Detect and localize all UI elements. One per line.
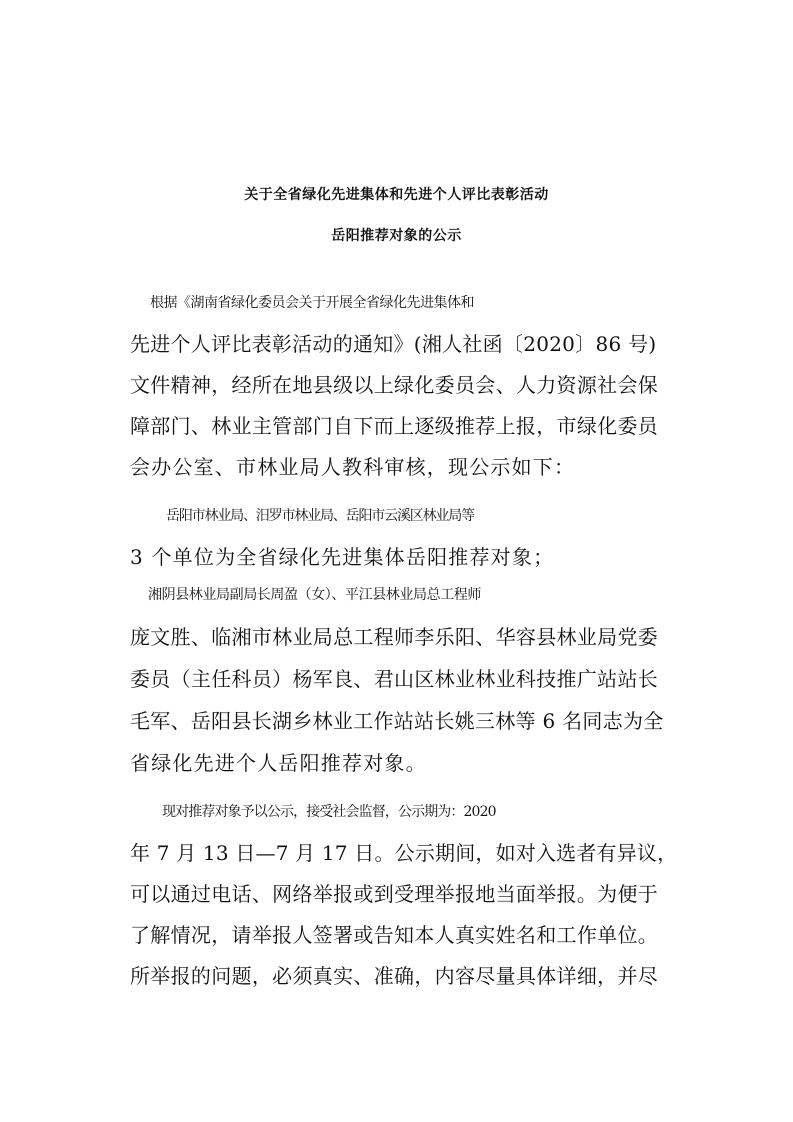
document-title-line-1: 关于全省绿化先进集体和先进个人评比表彰活动 <box>244 187 549 203</box>
body-line-13: 现对推荐对象予以公示，接受社会监督，公示期为：2020 <box>162 804 496 820</box>
body-line-3: 文件精神，经所在地县级以上绿化委员会、人力资源社会保 <box>130 373 659 397</box>
body-line-17: 所举报的问题，必须真实、准确，内容尽量具体详细，并尽 <box>130 964 659 988</box>
body-line-14: 年 7 月 13 日—7 月 17 日。公示期间，如对入选者有异议， <box>130 841 678 865</box>
body-line-12: 省绿化先进个人岳阳推荐对象。 <box>130 751 427 775</box>
body-line-6: 岳阳市林业局、汨罗市林业局、岳阳市云溪区林业局等 <box>166 508 474 524</box>
body-line-8: 湘阴县林业局副局长周盈（女）、平江县林业局总工程师 <box>148 587 481 603</box>
body-line-10: 委员（主任科员）杨军良、君山区林业林业科技推广站站长 <box>130 667 659 691</box>
body-line-15: 可以通过电话、网络举报或到受理举报地当面举报。为便于 <box>130 882 659 906</box>
body-line-5: 会办公室、市林业局人教科审核，现公示如下： <box>130 455 576 479</box>
body-line-4: 障部门、林业主管部门自下而上逐级推荐上报，市绿化委员 <box>130 414 659 438</box>
body-line-9: 庞文胜、临湘市林业局总工程师李乐阳、华容县林业局党委 <box>130 625 659 649</box>
body-line-11: 毛军、岳阳县长湖乡林业工作站站长姚三林等 6 名同志为全 <box>130 709 664 733</box>
body-line-16: 了解情况，请举报人签署或告知本人真实姓名和工作单位。 <box>130 923 659 947</box>
body-line-7: 3 个单位为全省绿化先进集体岳阳推荐对象； <box>130 545 555 569</box>
document-title-line-2: 岳阳推荐对象的公示 <box>331 228 462 244</box>
body-line-2: 先进个人评比表彰活动的通知》(湘人社函〔2020〕86 号) <box>130 332 657 356</box>
body-line-1: 根据《湖南省绿化委员会关于开展全省绿化先进集体和 <box>150 295 474 311</box>
